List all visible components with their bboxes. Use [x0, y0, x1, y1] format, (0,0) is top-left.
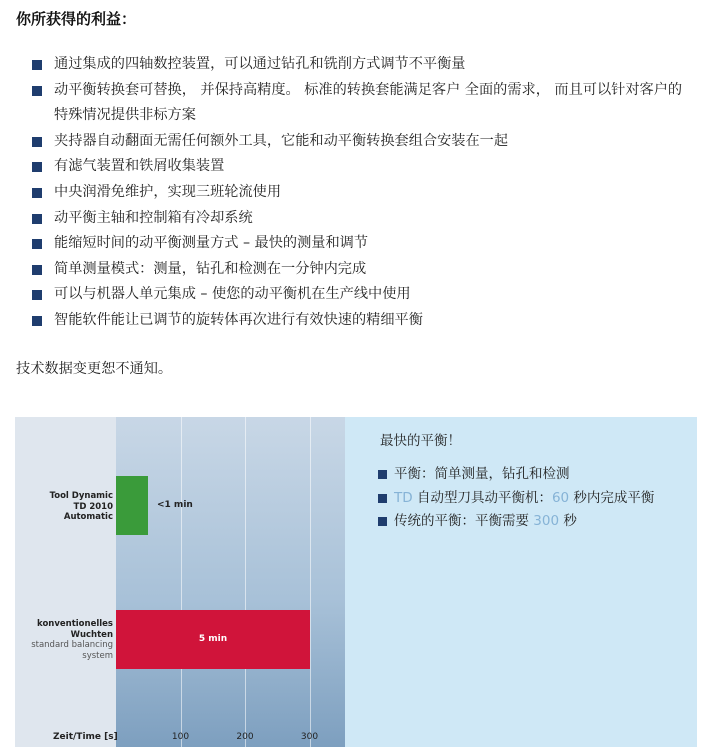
list-item: 有滤气装置和铁屑收集装置: [32, 154, 692, 180]
list-item: 简单测量模式：测量，钻孔和检测在一分钟内完成: [32, 257, 692, 283]
category-label-conventional: konventionelles Wuchten standard balancing system: [31, 619, 113, 661]
list-item: [378, 487, 688, 510]
square-bullet-icon: [32, 265, 42, 275]
square-bullet-icon: [32, 188, 42, 198]
info-box: [345, 417, 697, 747]
plot-area: [116, 417, 345, 747]
square-bullet-icon: [32, 137, 42, 147]
list-item: 智能软件能让已调节的旋转体再次进行有效快速的精细平衡: [32, 308, 692, 334]
gridline: [245, 417, 246, 747]
list-item: 可以与机器人单元集成 – 使您的动平衡机在生产线中使用: [32, 282, 692, 308]
x-axis-label: Zeit/Time [s]: [53, 732, 118, 742]
list-item: [378, 463, 688, 486]
x-tick-label: 300: [300, 732, 319, 742]
square-bullet-icon: [378, 494, 387, 503]
square-bullet-icon: [32, 316, 42, 326]
benefits-list: [32, 52, 692, 334]
list-item: [378, 510, 688, 533]
info-item-text: TD 自动型刀具动平衡机：60 秒内完成平衡: [394, 489, 655, 506]
data-label-conventional: 5 min: [198, 634, 228, 644]
info-list: [378, 463, 688, 534]
balancing-time-chart: [15, 417, 345, 747]
list-item: 能缩短时间的动平衡测量方式 – 最快的测量和调节: [32, 231, 692, 257]
list-item: 通过集成的四轴数控装置，可以通过钻孔和铣削方式调节不平衡量: [32, 52, 692, 78]
x-tick-label: 200: [236, 732, 254, 742]
bar-td-2010: [116, 476, 148, 535]
data-label-td: <1 min: [157, 500, 193, 510]
square-bullet-icon: [32, 214, 42, 224]
info-item-text: 传统的平衡：平衡需要 300 秒: [394, 513, 577, 529]
square-bullet-icon: [32, 239, 42, 249]
info-item-text: 平衡：简单测量，钻孔和检测: [394, 466, 570, 482]
list-item: 中央润滑免维护，实现三班轮流使用: [32, 180, 692, 206]
list-item: 夹持器自动翻面无需任何额外工具，它能和动平衡转换套组合安装在一起: [32, 129, 692, 155]
square-bullet-icon: [32, 290, 42, 300]
list-item: 动平衡主轴和控制箱有冷却系统: [32, 206, 692, 232]
x-tick-label: 100: [171, 732, 190, 742]
square-bullet-icon: [32, 86, 42, 96]
category-label-td: Tool Dynamic TD 2010 Automatic: [49, 491, 113, 522]
comparison-panel: [15, 417, 697, 747]
list-item: 动平衡转换套可替换， 并保持高精度。 标准的转换套能满足客户 全面的需求， 而且可以针对客户的特殊情况提供非标方案: [32, 78, 692, 129]
square-bullet-icon: [32, 60, 42, 70]
gridline: [310, 417, 311, 747]
disclaimer-note: 技术数据变更恕不通知。: [16, 361, 173, 377]
benefits-title: 你所获得的利益：: [16, 10, 137, 28]
square-bullet-icon: [378, 470, 387, 479]
info-title: 最快的平衡！: [380, 433, 461, 449]
square-bullet-icon: [32, 162, 42, 172]
square-bullet-icon: [378, 517, 387, 526]
gridline: [181, 417, 182, 747]
